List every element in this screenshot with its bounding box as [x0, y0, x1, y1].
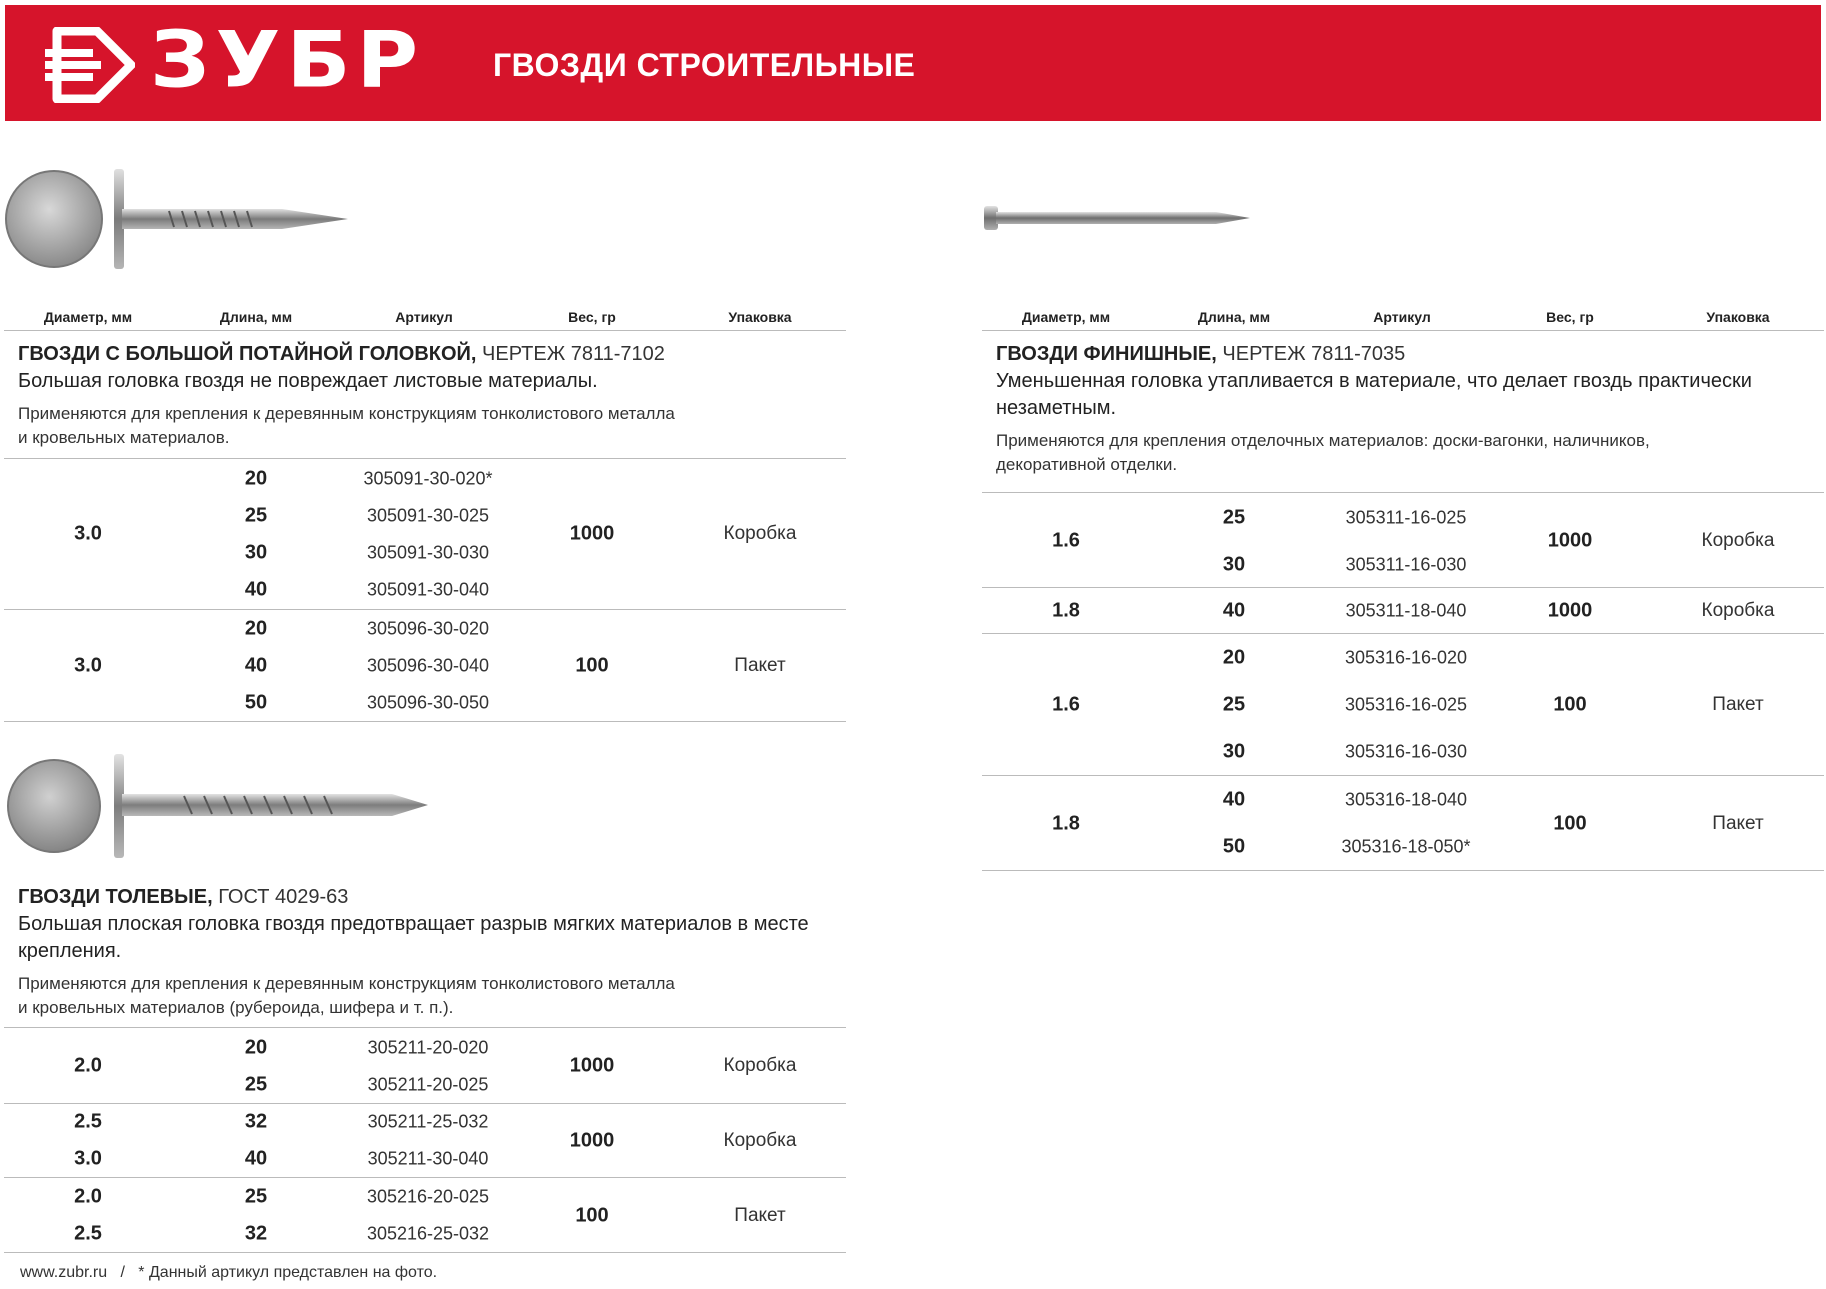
roofing-nail-image [4, 752, 434, 860]
length-cell: 25 [244, 1185, 268, 1208]
length-cell: 25 [1222, 693, 1246, 716]
article-cell: 305096-30-020 [366, 618, 490, 639]
article-cell: 305091-30-040 [366, 579, 490, 600]
length-cell: 40 [244, 654, 268, 677]
weight-cell: 1000 [569, 1129, 615, 1152]
article-cell: 305311-16-030 [1345, 554, 1467, 575]
article-cell: 305211-20-020 [367, 1037, 489, 1058]
diameter-cell: 2.0 [74, 1185, 102, 1208]
spec-group [4, 1178, 846, 1253]
spec-group [982, 634, 1824, 776]
weight-cell: 1000 [569, 1054, 615, 1077]
article-cell: 305091-30-020* [363, 468, 493, 489]
article-cell: 305316-18-050* [1341, 836, 1471, 857]
diameter-cell: 2.5 [74, 1222, 102, 1245]
article-cell: 305211-25-032 [367, 1111, 489, 1132]
length-cell: 30 [244, 541, 268, 564]
spec-group [4, 609, 846, 722]
length-cell: 32 [244, 1222, 268, 1245]
package-cell: Коробка [723, 523, 797, 544]
package-cell: Коробка [723, 1055, 797, 1076]
spec-group [4, 458, 846, 610]
weight-cell: 100 [575, 1204, 609, 1227]
countersunk-nail-image [4, 165, 354, 273]
article-cell: 305316-16-020 [1344, 647, 1468, 668]
spec-group [982, 776, 1824, 871]
length-cell: 20 [244, 467, 268, 490]
section-description: Большая головка гвоздя не повреждает листовые материалы. [18, 370, 598, 392]
article-cell: 305216-20-025 [366, 1186, 490, 1207]
spec-group [982, 492, 1824, 588]
col-article: Артикул [395, 309, 453, 325]
col-package: Упаковка [728, 309, 792, 325]
diameter-cell: 3.0 [74, 1147, 102, 1170]
package-cell: Пакет [1712, 694, 1764, 715]
length-cell: 32 [244, 1110, 268, 1133]
package-cell: Пакет [734, 655, 786, 676]
length-cell: 25 [244, 1073, 268, 1096]
package-cell: Пакет [734, 1205, 786, 1226]
diameter-cell: 1.6 [1052, 529, 1080, 552]
length-cell: 40 [244, 578, 268, 601]
article-cell: 305211-30-040 [367, 1148, 489, 1169]
article-cell: 305096-30-040 [366, 655, 490, 676]
section-title: ГВОЗДИ С БОЛЬШОЙ ПОТАЙНОЙ ГОЛОВКОЙ, ЧЕРТЕЖ 7811-7102 [18, 343, 665, 365]
article-cell: 305091-30-025 [366, 505, 490, 526]
spec-group [982, 587, 1824, 634]
length-cell: 25 [1222, 506, 1246, 529]
weight-cell: 1000 [1547, 529, 1593, 552]
article-cell: 305316-16-030 [1344, 741, 1468, 762]
diameter-cell: 2.0 [74, 1054, 102, 1077]
footer-note: * Данный артикул представлен на фото. [138, 1264, 438, 1281]
weight-cell: 100 [575, 654, 609, 677]
weight-cell: 100 [1553, 812, 1587, 835]
length-cell: 30 [1222, 553, 1246, 576]
weight-cell: 1000 [569, 522, 615, 545]
section-description: Уменьшенная головка утапливается в материале, что делает гвоздь практически незаметным. [996, 370, 1752, 419]
article-cell: 305316-16-025 [1344, 694, 1468, 715]
section-title: ГВОЗДИ ФИНИШНЫЕ, ЧЕРТЕЖ 7811-7035 [996, 343, 1406, 365]
col-package: Упаковка [1706, 309, 1770, 325]
length-cell: 20 [1222, 646, 1246, 669]
article-cell: 305096-30-050 [366, 692, 490, 713]
section-note: Применяются для крепления к деревянным конструкциям тонколистового металла и кровельных материалов (рубероида, шифера и т. п.). [18, 974, 675, 1017]
footer-url[interactable]: www.zubr.ru [20, 1264, 108, 1281]
diameter-cell: 3.0 [74, 522, 102, 545]
section-title: ГВОЗДИ ТОЛЕВЫЕ, ГОСТ 4029-63 [18, 886, 349, 908]
brand-logo-text: ЗУБР [150, 14, 425, 106]
col-length: Длина, мм [1197, 309, 1271, 325]
article-cell: 305216-25-032 [366, 1223, 490, 1244]
section-description: Большая плоская головка гвоздя предотвращает разрыв мягких материалов в месте крепления. [18, 913, 809, 962]
diameter-cell: 1.6 [1052, 693, 1080, 716]
column-headers [982, 304, 1824, 331]
col-length: Длина, мм [219, 309, 293, 325]
diameter-cell: 1.8 [1052, 812, 1080, 835]
finishing-nail-image [982, 200, 1252, 236]
column-headers [4, 304, 846, 331]
col-diameter: Диаметр, мм [43, 309, 133, 325]
col-weight: Вес, гр [1546, 309, 1594, 325]
length-cell: 40 [1222, 788, 1246, 811]
weight-cell: 100 [1553, 693, 1587, 716]
length-cell: 30 [1222, 740, 1246, 763]
col-article: Артикул [1373, 309, 1431, 325]
section-note: Применяются для крепления к деревянным конструкциям тонколистового металла и кровельных материалов. [18, 404, 675, 447]
length-cell: 40 [244, 1147, 268, 1170]
weight-cell: 1000 [1547, 599, 1593, 622]
package-cell: Пакет [1712, 813, 1764, 834]
length-cell: 50 [1222, 835, 1246, 858]
length-cell: 40 [1222, 599, 1246, 622]
section-note: Применяются для крепления отделочных материалов: доски-вагонки, наличников, декоративной отделки. [996, 431, 1650, 474]
left-column [4, 0, 850, 1289]
length-cell: 20 [244, 1036, 268, 1059]
diameter-cell: 3.0 [74, 654, 102, 677]
spec-group [4, 1103, 846, 1178]
package-cell: Коробка [1701, 530, 1775, 551]
footer [20, 1264, 437, 1282]
spec-group [4, 1027, 846, 1104]
article-cell: 305091-30-030 [366, 542, 490, 563]
footer-separator: / [120, 1264, 125, 1281]
package-cell: Коробка [1701, 600, 1775, 621]
article-cell: 305311-18-040 [1345, 600, 1467, 621]
length-cell: 25 [244, 504, 268, 527]
diameter-cell: 1.8 [1052, 599, 1080, 622]
article-cell: 305316-18-040 [1344, 789, 1468, 810]
page-title: ГВОЗДИ СТРОИТЕЛЬНЫЕ [493, 47, 916, 83]
length-cell: 50 [244, 691, 268, 714]
col-diameter: Диаметр, мм [1021, 309, 1111, 325]
col-weight: Вес, гр [568, 309, 616, 325]
article-cell: 305311-16-025 [1345, 507, 1467, 528]
right-column [982, 0, 1824, 1289]
package-cell: Коробка [723, 1130, 797, 1151]
diameter-cell: 2.5 [74, 1110, 102, 1133]
length-cell: 20 [244, 617, 268, 640]
article-cell: 305211-20-025 [367, 1074, 489, 1095]
